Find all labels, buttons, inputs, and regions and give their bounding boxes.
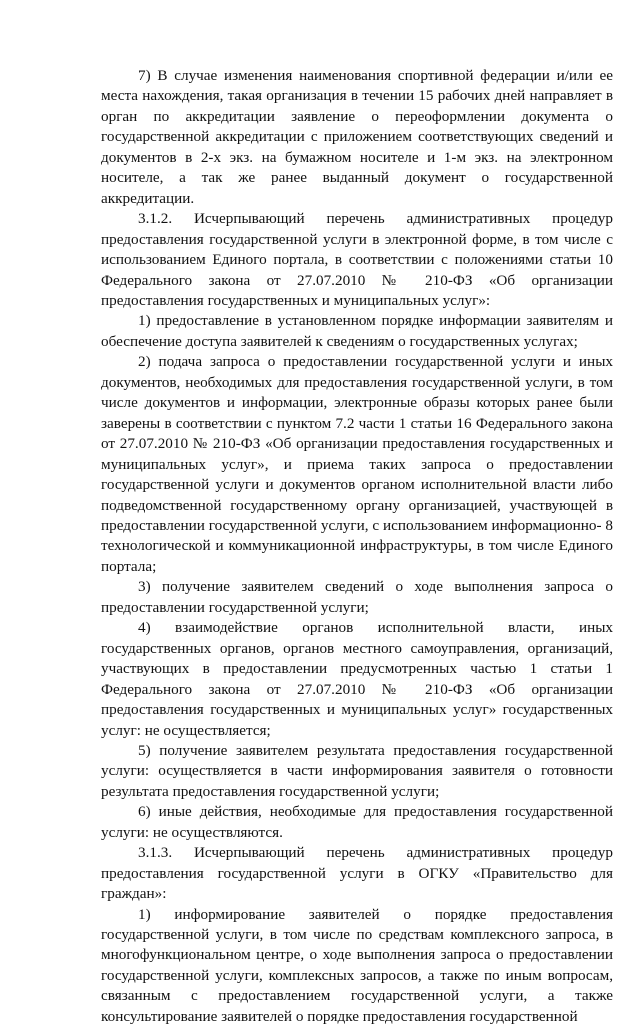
list-item-4-interaction: 4) взаимодействие органов исполнительной власти, иных государственных органов, органов местного самоуправления, организаций, участвующих в предоставлении предусмотренных частью 1 статьи 1 Федерального закона от 27.07.2010 № 210-ФЗ «Об организации предоставления государственных и муниципальных услуг» государственных услуг: не осуществляется; <box>101 619 613 739</box>
paragraph-3-1-3-heading: 3.1.3. Исчерпывающий перечень административных процедур предоставления государственной услуги в ОГКУ «Правительство для граждан»: <box>101 844 613 903</box>
paragraph-3-1-2-heading: 3.1.2. Исчерпывающий перечень административных процедур предоставления государственной услуги в электронной форме, в том числе с использованием Единого портала, в соответствии с положениями статьи 10 Федерального закона от 27.07.2010 № 210-ФЗ «Об организации предоставления государственных и муниципальных услуг»: <box>101 210 613 309</box>
document-page <box>101 66 613 1027</box>
list-item-5-result: 5) получение заявителем результата предоставления государственной услуги: осуществляется в части информирования заявителя о готовности результата предоставления государственной услуги; <box>101 741 613 800</box>
list-item-2-request-submission: 2) подача запроса о предоставлении государственной услуги и иных документов, необходимых для предоставления государственной услуги, в том числе документов и информации, электронные образы которых ранее были заверены в соответствии с пунктом 7.2 части 1 статьи 16 Федерального закона от 27.07.2010 № 210-ФЗ «Об организации предоставления государственных и муниципальных услуг», и приема таких запроса о предоставлении государственной услуги и документов органом исполнительной власти либо подведомственной государственному органу организацией, участвующей в предоставлении государственной услуги, с использованием информационно- 8 технологической и коммуникационной инфраструктуры, в том числе Единого портала; <box>101 353 613 575</box>
list-item-6-other-actions: 6) иные действия, необходимые для предоставления государственной услуги: не осуществляются. <box>101 803 613 841</box>
list-item-1-information: 1) предоставление в установленном порядке информации заявителям и обеспечение доступа заявителей к сведениям о государственных услугах; <box>101 312 613 350</box>
paragraph-7-name-change: 7) В случае изменения наименования спортивной федерации и/или ее места нахождения, такая организация в течении 15 рабочих дней направляет в орган по аккредитации заявление о переоформлении документа о государственной аккредитации с приложением соответствующих сведений и документов в 2-х экз. на бумажном носителе и 1-м экз. на электронном носителе, а так же ранее выданный документ о государственной аккредитации. <box>101 67 613 207</box>
list-item-3-status-info: 3) получение заявителем сведений о ходе выполнения запроса о предоставлении государственной услуги; <box>101 578 613 616</box>
list-item-1-informing: 1) информирование заявителей о порядке предоставления государственной услуги, в том числе по средствам комплексного запроса, в многофункциональном центре, о ходе выполнения запроса о предоставлении государственной услуги, комплексных запросов, а также по иным вопросам, связанным с предоставлением государственной услуги, а также консультирование заявителей о порядке предоставления государственной <box>101 905 613 1025</box>
